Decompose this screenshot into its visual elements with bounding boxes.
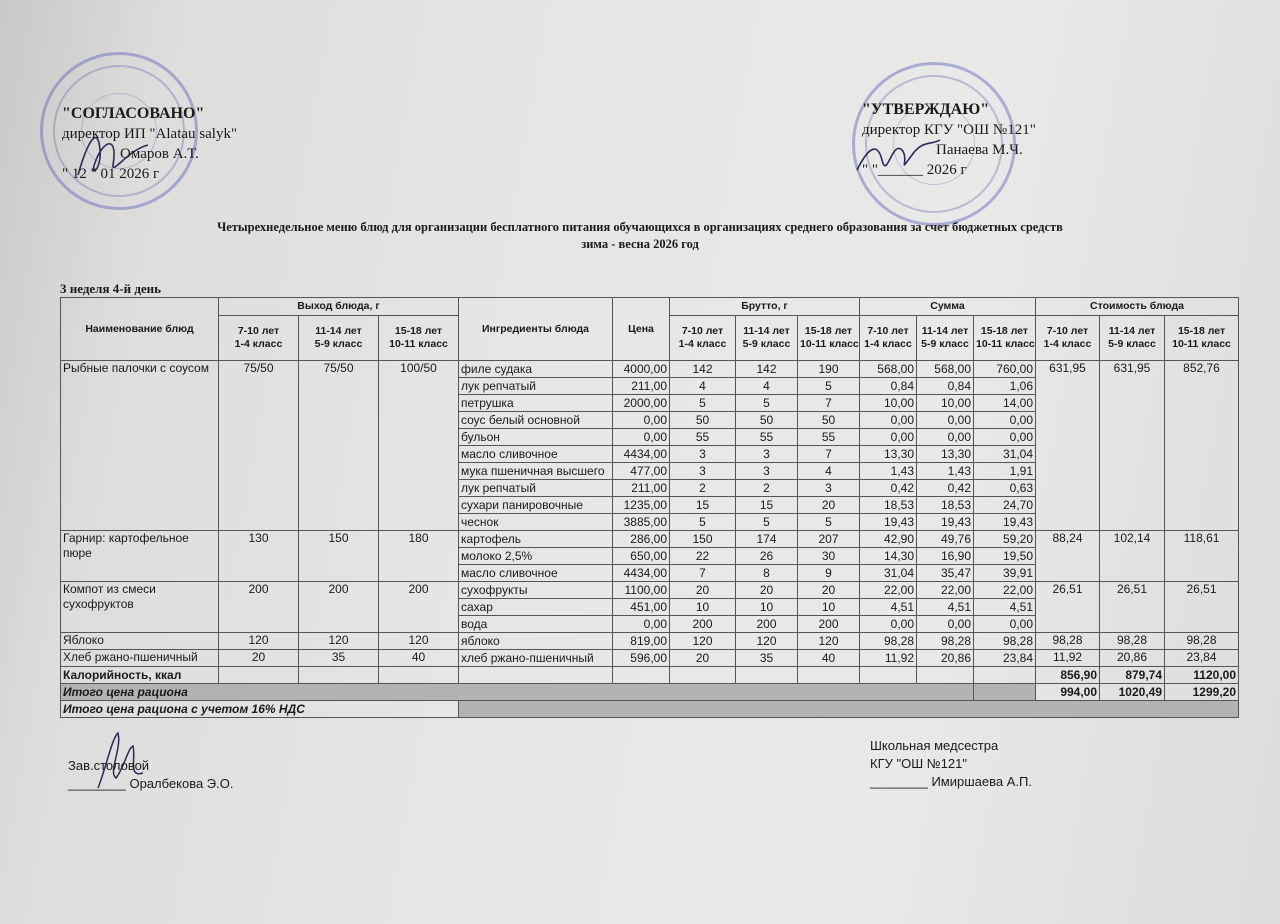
sum-value: 0,00: [974, 616, 1036, 633]
sum-value: 35,47: [917, 565, 974, 582]
sum-value: 0,00: [974, 429, 1036, 446]
ingredient-name: филе судака: [459, 361, 613, 378]
dish-cost-value: 23,84: [1165, 650, 1239, 667]
col-header-yield-age-1: [219, 316, 299, 361]
brutto-value: 9: [798, 565, 860, 582]
ingredient-price: 477,00: [613, 463, 670, 480]
ingredient-name: мука пшеничная высшего: [459, 463, 613, 480]
brutto-value: 50: [670, 412, 736, 429]
brutto-value: 5: [736, 395, 798, 412]
ingredient-price: 451,00: [613, 599, 670, 616]
ingredient-name: яблоко: [459, 633, 613, 650]
dish-cost-value: 631,95: [1036, 361, 1100, 531]
ingredient-name: хлеб ржано-пшеничный: [459, 650, 613, 667]
brutto-value: 5: [670, 395, 736, 412]
yield-value: 200: [299, 582, 379, 633]
col-header-cost-age-3: [1165, 316, 1239, 361]
ingredient-price: 0,00: [613, 412, 670, 429]
col-header-brutto-age-1: [670, 316, 736, 361]
ingredient-name: картофель: [459, 531, 613, 548]
ration-total-value: 1020,49: [1100, 684, 1165, 701]
sum-value: 13,30: [917, 446, 974, 463]
empty-cell: [613, 667, 670, 684]
age-label: 7-10 лет: [867, 325, 909, 337]
class-label: 5-9 класс: [1108, 338, 1156, 350]
brutto-value: 190: [798, 361, 860, 378]
sum-value: 4,51: [860, 599, 917, 616]
sum-value: 39,91: [974, 565, 1036, 582]
yield-value: 100/50: [379, 361, 459, 531]
brutto-value: 10: [736, 599, 798, 616]
class-label: 10-11 класс: [1172, 338, 1231, 350]
age-label: 15-18 лет: [1177, 325, 1226, 337]
brutto-value: 142: [670, 361, 736, 378]
col-header-sum: Сумма: [860, 298, 1036, 316]
sum-value: 22,00: [860, 582, 917, 599]
brutto-value: 50: [736, 412, 798, 429]
footer-right-name-text: Имиршаева А.П.: [931, 774, 1032, 789]
class-label: 1-4 класс: [678, 338, 727, 350]
ingredient-name: молоко 2,5%: [459, 548, 613, 565]
brutto-value: 120: [670, 633, 736, 650]
dish-name: Яблоко: [61, 633, 219, 650]
brutto-value: 7: [670, 565, 736, 582]
brutto-value: 200: [736, 616, 798, 633]
ingredient-name: сухари панировочные: [459, 497, 613, 514]
right-header-name: Панаева М.Ч.: [936, 142, 1023, 158]
right-header-position: директор КГУ "ОШ №121": [862, 122, 1036, 138]
table-row: [61, 633, 1239, 650]
yield-value: 35: [299, 650, 379, 667]
dish-cost-value: 631,95: [1100, 361, 1165, 531]
brutto-value: 4: [798, 463, 860, 480]
calories-value: 856,90: [1036, 667, 1100, 684]
footer-right-position: Школьная медсестра: [870, 738, 999, 753]
sum-value: 1,06: [974, 378, 1036, 395]
brutto-value: 35: [736, 650, 798, 667]
ingredient-price: 0,00: [613, 616, 670, 633]
ingredient-name: сухофрукты: [459, 582, 613, 599]
dish-name: Рыбные палочки с соусом: [61, 361, 219, 531]
title-line-1: Четырехнедельное меню блюд для организации бесплатного питания обучающихся в организациях среднего образования за счет бюджетных средств: [217, 220, 1063, 234]
gray-fill: [459, 701, 1239, 718]
col-header-price: Цена: [613, 298, 670, 361]
footer-left-name-text: Оралбекова Э.О.: [129, 776, 234, 791]
sum-value: 760,00: [974, 361, 1036, 378]
brutto-value: 5: [798, 514, 860, 531]
brutto-value: 5: [736, 514, 798, 531]
age-label: 11-14 лет: [743, 325, 790, 337]
class-label: 1-4 класс: [1043, 338, 1092, 350]
empty-cell: [459, 667, 613, 684]
sum-value: 18,53: [917, 497, 974, 514]
ingredient-price: 3885,00: [613, 514, 670, 531]
empty-cell: [219, 667, 299, 684]
brutto-value: 40: [798, 650, 860, 667]
empty-cell: [860, 667, 917, 684]
age-label: 15-18 лет: [804, 325, 853, 337]
brutto-value: 3: [670, 446, 736, 463]
ration-total-value: 994,00: [1036, 684, 1100, 701]
sum-value: 19,50: [974, 548, 1036, 565]
ingredient-name: чеснок: [459, 514, 613, 531]
dish-cost-value: 102,14: [1100, 531, 1165, 582]
sum-value: 14,00: [974, 395, 1036, 412]
sum-value: 23,84: [974, 650, 1036, 667]
footer-right: [870, 737, 1032, 791]
sum-value: 20,86: [917, 650, 974, 667]
calories-label: Калорийность, ккал: [61, 667, 219, 684]
yield-value: 150: [299, 531, 379, 582]
class-label: 10-11 класс: [976, 338, 1035, 350]
brutto-value: 2: [736, 480, 798, 497]
empty-cell: [798, 667, 860, 684]
document-title: [0, 219, 1280, 253]
class-label: 1-4 класс: [864, 338, 912, 350]
dish-cost-value: 98,28: [1100, 633, 1165, 650]
sum-value: 568,00: [917, 361, 974, 378]
menu-table: [60, 297, 1239, 718]
class-label: 1-4 класс: [234, 338, 283, 350]
dish-cost-value: 26,51: [1036, 582, 1100, 633]
sum-value: 0,00: [860, 412, 917, 429]
age-label: 11-14 лет: [921, 325, 969, 337]
col-header-sum-age-3: [974, 316, 1036, 361]
left-header: [62, 104, 237, 184]
sum-value: 13,30: [860, 446, 917, 463]
yield-value: 130: [219, 531, 299, 582]
ration-total-value: 1299,20: [1165, 684, 1239, 701]
ingredient-name: масло сливочное: [459, 565, 613, 582]
sum-value: 1,91: [974, 463, 1036, 480]
brutto-value: 142: [736, 361, 798, 378]
table-row: [61, 582, 1239, 599]
sum-value: 4,51: [917, 599, 974, 616]
brutto-value: 120: [798, 633, 860, 650]
brutto-value: 20: [798, 582, 860, 599]
age-label: 11-14 лет: [1108, 325, 1156, 337]
sum-value: 19,43: [917, 514, 974, 531]
yield-value: 200: [379, 582, 459, 633]
yield-value: 75/50: [219, 361, 299, 531]
footer-left: [68, 757, 234, 793]
empty-cell: [917, 667, 974, 684]
col-header-brutto-age-2: [736, 316, 798, 361]
left-header-name: Омаров А.Т.: [120, 146, 199, 162]
yield-value: 75/50: [299, 361, 379, 531]
yield-value: 120: [379, 633, 459, 650]
sum-value: 1,43: [860, 463, 917, 480]
age-label: 7-10 лет: [681, 325, 724, 337]
vat-total-label: Итого цена рациона с учетом 16% НДС: [61, 701, 459, 718]
yield-value: 120: [299, 633, 379, 650]
age-label: 7-10 лет: [1046, 325, 1089, 337]
sum-value: 0,42: [860, 480, 917, 497]
brutto-value: 4: [736, 378, 798, 395]
col-header-ingredients: Ингредиенты блюда: [459, 298, 613, 361]
dish-name: Гарнир: картофельное пюре: [61, 531, 219, 582]
empty-cell: [974, 667, 1036, 684]
ingredient-price: 596,00: [613, 650, 670, 667]
yield-value: 120: [219, 633, 299, 650]
sum-value: 19,43: [860, 514, 917, 531]
ingredient-price: 4000,00: [613, 361, 670, 378]
week-day-label: 3 неделя 4-й день: [60, 281, 162, 296]
sum-value: 568,00: [860, 361, 917, 378]
col-header-cost-age-2: [1100, 316, 1165, 361]
sum-value: 42,90: [860, 531, 917, 548]
sum-value: 18,53: [860, 497, 917, 514]
right-header-date: " "______ 2026 г: [862, 162, 967, 178]
ingredient-name: вода: [459, 616, 613, 633]
sum-value: 19,43: [974, 514, 1036, 531]
sum-value: 0,84: [917, 378, 974, 395]
footer-right-name: ________ Имиршаева А.П.: [870, 774, 1032, 789]
empty-cell: [379, 667, 459, 684]
brutto-value: 15: [670, 497, 736, 514]
empty-cell: [974, 684, 1036, 701]
brutto-value: 5: [670, 514, 736, 531]
brutto-value: 3: [670, 463, 736, 480]
empty-cell: [299, 667, 379, 684]
ingredient-price: 650,00: [613, 548, 670, 565]
sum-value: 98,28: [917, 633, 974, 650]
ingredient-price: 819,00: [613, 633, 670, 650]
sum-value: 59,20: [974, 531, 1036, 548]
class-label: 10-11 класс: [800, 338, 859, 350]
sum-value: 1,43: [917, 463, 974, 480]
col-header-cost: Стоимость блюда: [1036, 298, 1239, 316]
sum-value: 31,04: [974, 446, 1036, 463]
sum-value: 4,51: [974, 599, 1036, 616]
right-header: [862, 100, 1036, 180]
dish-name: Хлеб ржано-пшеничный: [61, 650, 219, 667]
brutto-value: 20: [798, 497, 860, 514]
left-header-position: директор ИП "Alatau salyk": [62, 126, 238, 142]
dish-cost-value: 26,51: [1165, 582, 1239, 633]
brutto-value: 26: [736, 548, 798, 565]
ration-total-label: Итого цена рациона: [61, 684, 974, 701]
brutto-value: 2: [670, 480, 736, 497]
ingredient-price: 1235,00: [613, 497, 670, 514]
dish-cost-value: 852,76: [1165, 361, 1239, 531]
table-row: [61, 361, 1239, 378]
calories-value: 1120,00: [1165, 667, 1239, 684]
col-header-brutto: Брутто, г: [670, 298, 860, 316]
brutto-value: 207: [798, 531, 860, 548]
brutto-value: 200: [798, 616, 860, 633]
class-label: 10-11 класс: [389, 338, 448, 350]
sum-value: 14,30: [860, 548, 917, 565]
sum-value: 22,00: [917, 582, 974, 599]
brutto-value: 55: [798, 429, 860, 446]
ingredient-price: 4434,00: [613, 565, 670, 582]
ingredient-name: сахар: [459, 599, 613, 616]
brutto-value: 3: [736, 446, 798, 463]
calories-value: 879,74: [1100, 667, 1165, 684]
sum-value: 24,70: [974, 497, 1036, 514]
col-header-yield-age-2: [299, 316, 379, 361]
left-header-date: " 12 " 01 2026 г: [62, 166, 160, 182]
sum-value: 0,00: [917, 616, 974, 633]
yield-value: 20: [219, 650, 299, 667]
age-label: 11-14 лет: [315, 325, 362, 337]
sum-value: 0,00: [917, 429, 974, 446]
dish-cost-value: 118,61: [1165, 531, 1239, 582]
footer-right-org: КГУ "ОШ №121": [870, 756, 967, 771]
ingredient-price: 2000,00: [613, 395, 670, 412]
ingredient-name: масло сливочное: [459, 446, 613, 463]
yield-value: 180: [379, 531, 459, 582]
brutto-value: 7: [798, 446, 860, 463]
ingredient-price: 0,00: [613, 429, 670, 446]
sum-value: 16,90: [917, 548, 974, 565]
table-row: [61, 650, 1239, 667]
sum-value: 49,76: [917, 531, 974, 548]
sum-value: 0,00: [860, 616, 917, 633]
right-header-label: "УТВЕРЖДАЮ": [862, 101, 990, 118]
ingredient-name: лук репчатый: [459, 480, 613, 497]
ingredient-price: 1100,00: [613, 582, 670, 599]
sum-value: 0,42: [917, 480, 974, 497]
brutto-value: 22: [670, 548, 736, 565]
brutto-value: 7: [798, 395, 860, 412]
yield-value: 200: [219, 582, 299, 633]
brutto-value: 8: [736, 565, 798, 582]
empty-cell: [670, 667, 736, 684]
brutto-value: 30: [798, 548, 860, 565]
col-header-dish: Наименование блюд: [61, 298, 219, 361]
ingredient-price: 286,00: [613, 531, 670, 548]
brutto-value: 10: [670, 599, 736, 616]
col-header-yield-age-3: [379, 316, 459, 361]
sum-value: 22,00: [974, 582, 1036, 599]
vat-total-row: [61, 701, 1239, 718]
dish-name: Компот из смеси сухофруктов: [61, 582, 219, 633]
brutto-value: 50: [798, 412, 860, 429]
ration-total-row: [61, 684, 1239, 701]
age-label: 15-18 лет: [394, 325, 443, 337]
calories-row: [61, 667, 1239, 684]
sum-value: 0,84: [860, 378, 917, 395]
brutto-value: 10: [798, 599, 860, 616]
dish-cost-value: 98,28: [1165, 633, 1239, 650]
brutto-value: 55: [736, 429, 798, 446]
age-label: 7-10 лет: [237, 325, 280, 337]
dish-cost-value: 98,28: [1036, 633, 1100, 650]
brutto-value: 55: [670, 429, 736, 446]
dish-cost-value: 20,86: [1100, 650, 1165, 667]
col-header-sum-age-2: [917, 316, 974, 361]
empty-cell: [736, 667, 798, 684]
sum-value: 10,00: [860, 395, 917, 412]
ingredient-price: 211,00: [613, 378, 670, 395]
brutto-value: 3: [736, 463, 798, 480]
brutto-value: 20: [670, 582, 736, 599]
footer-left-name: ________ Оралбекова Э.О.: [68, 776, 234, 791]
ingredient-name: бульон: [459, 429, 613, 446]
ingredient-name: соус белый основной: [459, 412, 613, 429]
title-line-2: зима - весна 2026 год: [581, 237, 699, 251]
sum-value: 11,92: [860, 650, 917, 667]
sum-value: 0,63: [974, 480, 1036, 497]
brutto-value: 15: [736, 497, 798, 514]
ingredient-name: петрушка: [459, 395, 613, 412]
brutto-value: 150: [670, 531, 736, 548]
dish-cost-value: 26,51: [1100, 582, 1165, 633]
sum-value: 0,00: [917, 412, 974, 429]
sum-value: 0,00: [974, 412, 1036, 429]
sum-value: 31,04: [860, 565, 917, 582]
age-label: 15-18 лет: [980, 325, 1029, 337]
col-header-cost-age-1: [1036, 316, 1100, 361]
brutto-value: 20: [736, 582, 798, 599]
sum-value: 0,00: [860, 429, 917, 446]
class-label: 5-9 класс: [314, 338, 363, 350]
brutto-value: 120: [736, 633, 798, 650]
sum-value: 98,28: [974, 633, 1036, 650]
table-row: [61, 531, 1239, 548]
brutto-value: 20: [670, 650, 736, 667]
class-label: 5-9 класс: [921, 338, 969, 350]
dish-cost-value: 11,92: [1036, 650, 1100, 667]
dish-cost-value: 88,24: [1036, 531, 1100, 582]
col-header-brutto-age-3: [798, 316, 860, 361]
col-header-sum-age-1: [860, 316, 917, 361]
ingredient-price: 4434,00: [613, 446, 670, 463]
brutto-value: 200: [670, 616, 736, 633]
ingredient-price: 211,00: [613, 480, 670, 497]
sum-value: 98,28: [860, 633, 917, 650]
left-header-label: "СОГЛАСОВАНО": [62, 105, 205, 122]
sum-value: 10,00: [917, 395, 974, 412]
brutto-value: 174: [736, 531, 798, 548]
yield-value: 40: [379, 650, 459, 667]
brutto-value: 4: [670, 378, 736, 395]
brutto-value: 5: [798, 378, 860, 395]
brutto-value: 3: [798, 480, 860, 497]
footer-left-position: Зав.столовой: [68, 758, 150, 773]
class-label: 5-9 класс: [742, 338, 791, 350]
col-header-yield: Выход блюда, г: [219, 298, 459, 316]
ingredient-name: лук репчатый: [459, 378, 613, 395]
